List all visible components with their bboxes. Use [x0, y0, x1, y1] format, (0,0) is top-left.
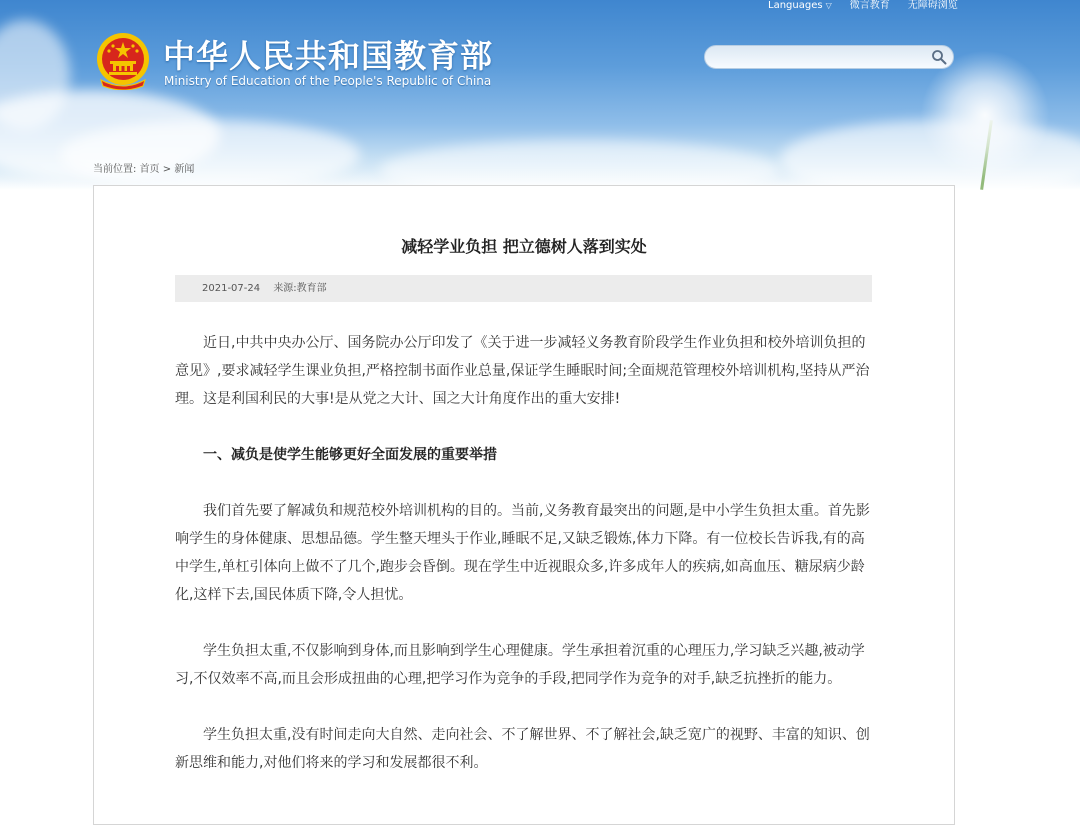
breadcrumb-home-link[interactable]: 首页: [139, 164, 160, 175]
article-paragraph: 近日,中共中央办公厅、国务院办公厅印发了《关于进一步减轻义务教育阶段学生作业负担和校外培训负担的意见》,要求减轻学生课业负担,严格控制书面作业总量,保证学生睡眠时间;全面规范管理校外培训机构,坚持从严治理。这是利国利民的大事!是从党之大计、国之大计角度作出的重大安排!: [175, 335, 870, 407]
search-input[interactable]: [715, 48, 929, 68]
article-meta-bar: [175, 275, 872, 302]
cloud-decoration: [60, 120, 360, 190]
search-box: [704, 45, 954, 69]
article-title: 减轻学业负担 把立德树人落到实处: [401, 237, 647, 256]
article-body: [175, 329, 875, 805]
breadcrumb-current-link[interactable]: 新闻: [174, 164, 195, 175]
article-container: [93, 185, 955, 825]
chevron-down-icon: ▽: [825, 1, 832, 10]
article-source: 来源:教育部: [273, 283, 327, 294]
article-date: 2021-07-24: [202, 283, 261, 294]
site-logo-title[interactable]: 中华人民共和国教育部: [163, 37, 494, 75]
cloud-decoration: [380, 140, 780, 190]
search-icon[interactable]: [931, 49, 947, 65]
breadcrumb: [93, 160, 194, 175]
breadcrumb-prefix: 当前位置:: [93, 164, 137, 175]
article-paragraph: 我们首先要了解减负和规范校外培训机构的目的。当前,义务教育最突出的问题,是中小学生负担太重。首先影响学生的身体健康、思想品德。学生整天埋头于作业,睡眠不足,又缺乏锻炼,体力下降。有一位校长告诉我,有的高中学生,单杠引体向上做不了几个,跑步会昏倒。现在学生中近视眼众多,许多成年人的疾病,如高血压、糖尿病少龄化,这样下去,国民体质下降,令人担忧。: [175, 503, 870, 603]
accessibility-link[interactable]: 无障碍浏览: [907, 0, 958, 11]
dandelion-decoration: [920, 50, 1050, 180]
weiyan-education-link[interactable]: 微言教育: [849, 0, 890, 11]
article-paragraph: 学生负担太重,不仅影响到身体,而且影响到学生心理健康。学生承担着沉重的心理压力,学习缺乏兴趣,被动学习,不仅效率不高,而且会形成扭曲的心理,把学习作为竞争的手段,把同学作为竞争的对手,缺乏抗挫折的能力。: [175, 643, 865, 687]
languages-link[interactable]: Languages ▽: [768, 0, 832, 11]
national-emblem-icon[interactable]: [95, 30, 151, 90]
site-logo-subtitle: Ministry of Education of the People's Republic of China: [164, 74, 492, 88]
article-paragraph: 学生负担太重,没有时间走向大自然、走向社会、不了解世界、不了解社会,缺乏宽广的视野、丰富的知识、创新思维和能力,对他们将来的学习和发展都很不利。: [175, 727, 870, 771]
breadcrumb-separator: >: [162, 164, 172, 175]
top-links: [768, 0, 958, 14]
article-subheading: 一、减负是使学生能够更好全面发展的重要举措: [203, 447, 497, 463]
